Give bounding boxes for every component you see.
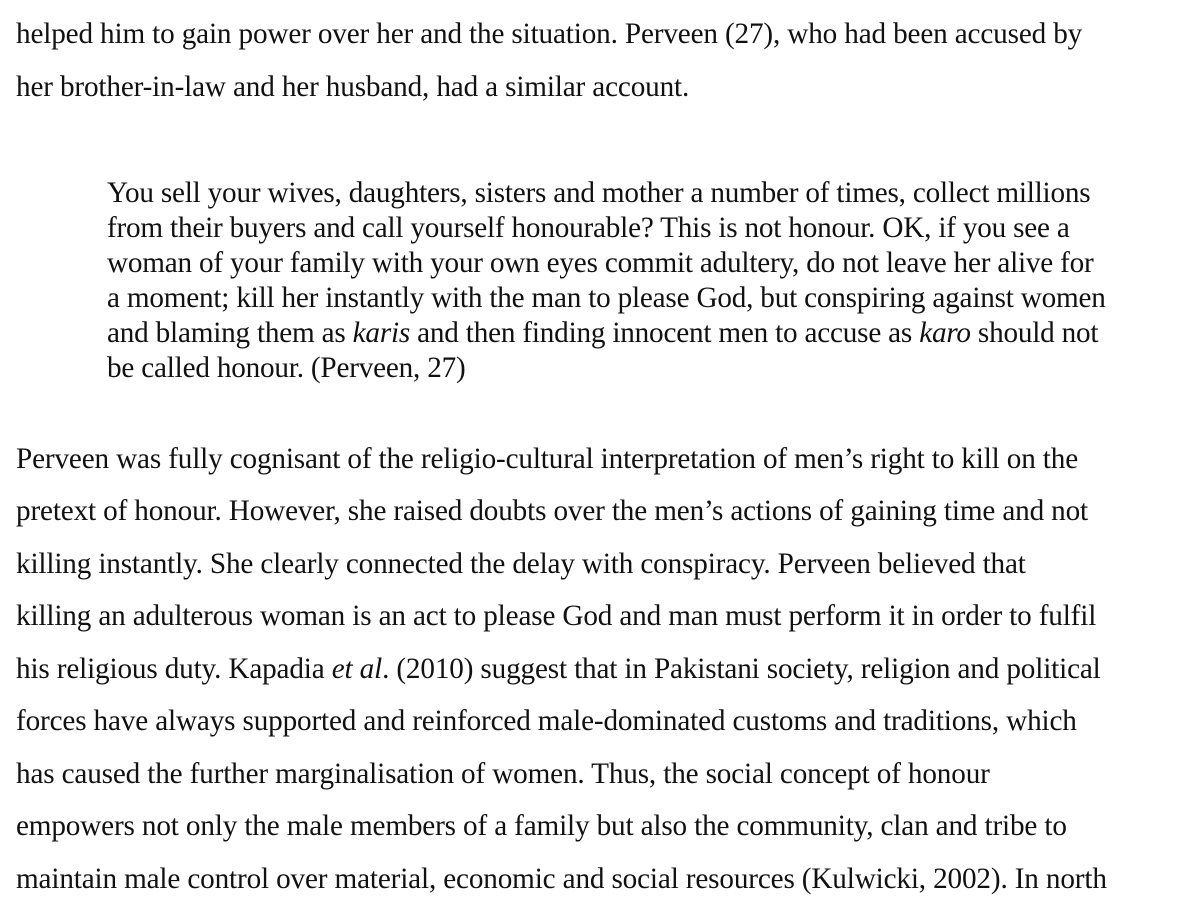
quote-line-2 [107, 214, 1070, 243]
text-run: maintain male control over material, economic and social resources (Kulwicki, 2002). In north [16, 863, 1107, 895]
text-run: should not [970, 317, 1099, 349]
text-run: has caused the further marginalisation of women. Thus, the social concept of honour [16, 758, 990, 790]
text-run: and blaming them as [107, 317, 353, 349]
body-line-4 [16, 602, 1096, 631]
quote-line-6 [107, 354, 466, 383]
text-run: You sell your wives, daughters, sisters and mother a number of times, collect millions [107, 177, 1091, 209]
text-run: . (2010) suggest that in Pakistani society, religion and political [382, 653, 1101, 685]
body-line-2 [16, 497, 1088, 526]
text-run: and then finding innocent men to accuse as [410, 317, 920, 349]
text-run: her brother-in-law and her husband, had a similar account. [16, 71, 690, 103]
body-line-3 [16, 550, 1026, 579]
text-run: his religious duty. Kapadia [16, 653, 332, 685]
body-line-7 [16, 760, 990, 789]
quote-line-3 [107, 249, 1094, 278]
text-run: helped him to gain power over her and the situation. Perveen (27), who had been accused by [16, 18, 1083, 50]
quote-line-4 [107, 284, 1106, 313]
text-run: killing an adulterous woman is an act to please God and man must perform it in order to fulfil [16, 600, 1097, 632]
intro-line-1 [16, 20, 1082, 49]
body-line-5 [16, 655, 1101, 684]
text-run: from their buyers and call yourself honourable? This is not honour. OK, if you see a [107, 212, 1070, 244]
italic-term: karis [352, 317, 411, 349]
body-line-8 [16, 812, 1067, 841]
text-run: Perveen was fully cognisant of the religio-cultural interpretation of men’s right to kill on the [16, 443, 1079, 475]
italic-term: et al [331, 653, 383, 685]
body-line-6 [16, 707, 1077, 736]
text-run: be called honour. (Perveen, 27) [107, 352, 466, 384]
intro-line-2 [16, 73, 689, 102]
body-line-1 [16, 445, 1078, 474]
quote-line-1 [107, 179, 1090, 208]
body-line-9 [16, 865, 1107, 894]
quote-line-5 [107, 319, 1098, 348]
text-run: pretext of honour. However, she raised doubts over the men’s actions of gaining time and not [16, 495, 1089, 527]
text-run: forces have always supported and reinforced male-dominated customs and traditions, which [16, 705, 1077, 737]
text-run: empowers not only the male members of a family but also the community, clan and tribe to [16, 810, 1067, 842]
text-run: a moment; kill her instantly with the man to please God, but conspiring against women [107, 282, 1106, 314]
text-run: killing instantly. She clearly connected the delay with conspiracy. Perveen believed that [16, 548, 1026, 580]
italic-term: karo [919, 317, 971, 349]
text-run: woman of your family with your own eyes commit adultery, do not leave her alive for [107, 247, 1094, 279]
